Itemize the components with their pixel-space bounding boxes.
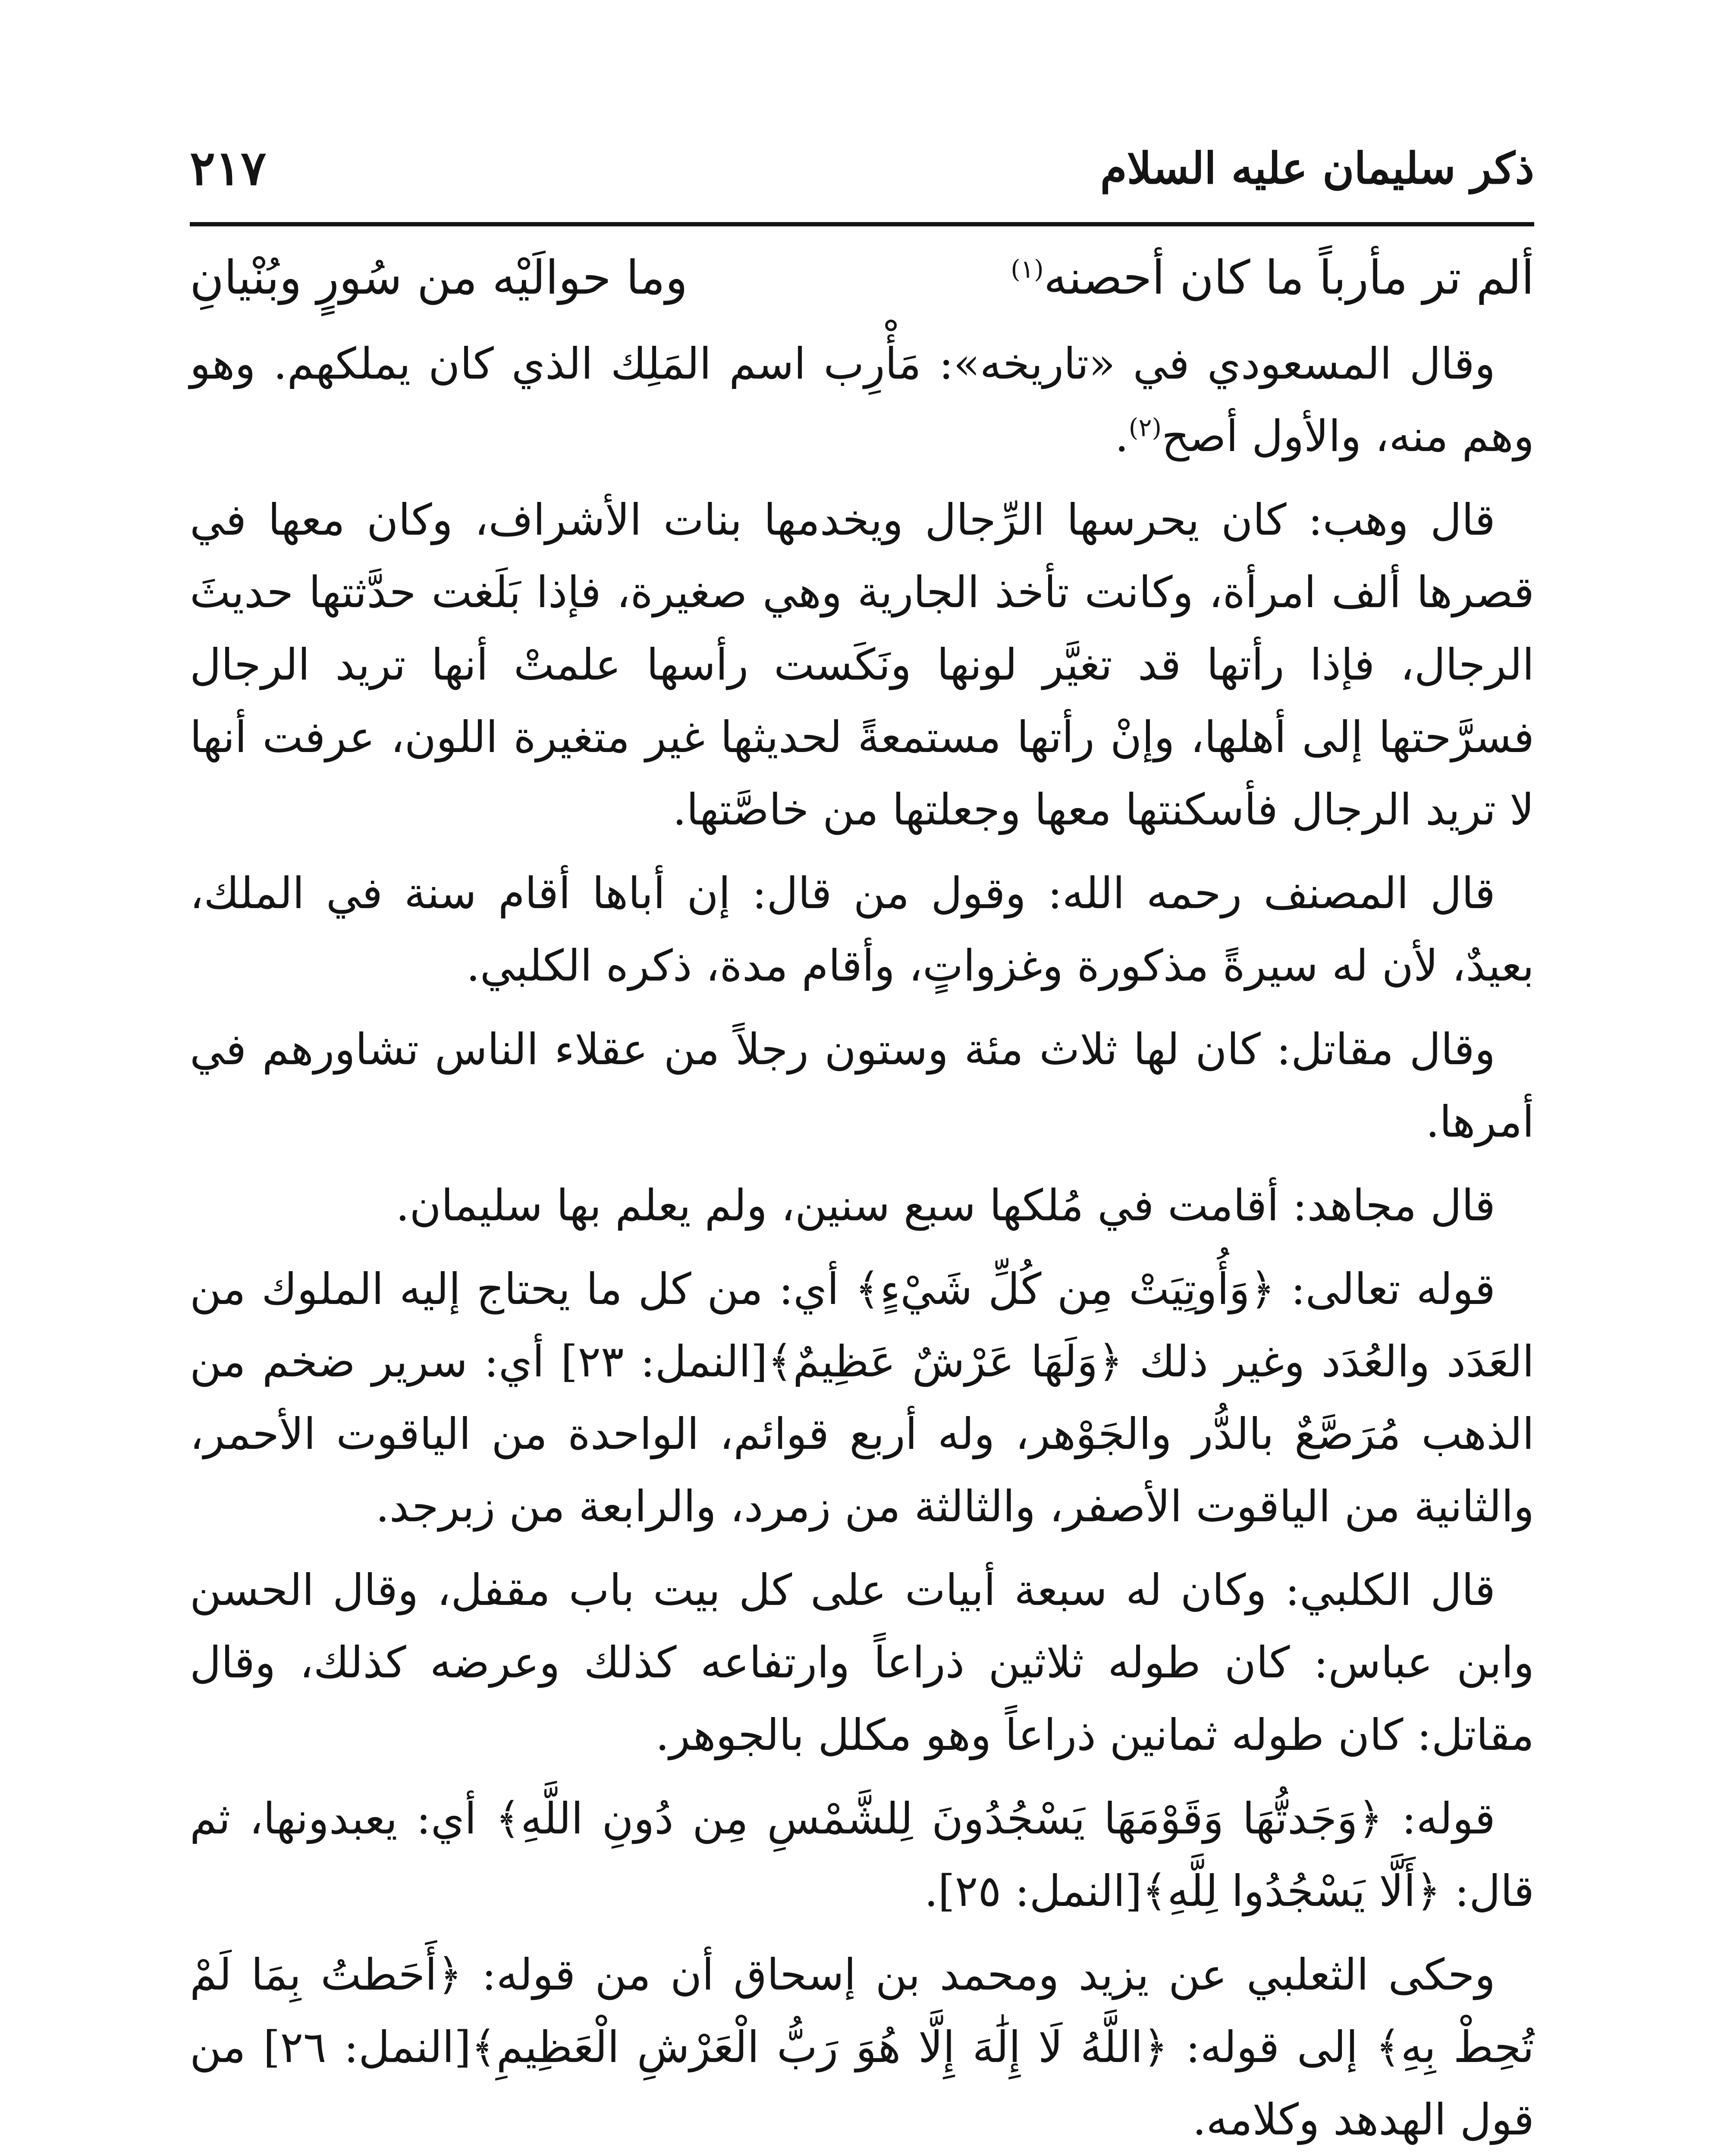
paragraph-text: وقال المسعودي في «تاريخه»: مَأْرِب اسم المَلِك الذي كان يملكهم. وهو وهم منه، والأول أصح (190, 338, 1534, 461)
page-header (190, 129, 1534, 203)
footnote-ref-2[interactable]: (٢) (1128, 413, 1162, 442)
header-divider (190, 222, 1534, 226)
running-title: ذكر سليمان عليه السلام (1100, 143, 1534, 194)
paragraph-tail: . (1115, 411, 1129, 461)
paragraph: قال المصنف رحمه الله: وقول من قال: إن أباها أقام سنة في الملك، بعيدٌ، لأن له سيرةً مذكورة وغزواتٍ، وأقام مدة، ذكره الكلبي. (190, 868, 1534, 991)
verse-second-hemistich: وما حوالَيْه من سُورٍ وبُنْيانِ (190, 251, 688, 305)
footnote-ref-1[interactable]: (١) (1011, 254, 1044, 284)
paragraph: وقال مقاتل: كان لها ثلاث مئة وستون رجلاً من عقلاء الناس تشاورهم في أمرها. (190, 1024, 1534, 1147)
paragraph: قوله: ﴿وَجَدتُّهَا وَقَوْمَهَا يَسْجُدُونَ لِلشَّمْسِ مِن دُونِ اللَّهِ﴾ أي: يعبدونها، ثم قال: ﴿أَلَّا يَسْجُدُوا لِلَّهِ﴾[النمل: ٢٥]. (190, 1793, 1534, 1916)
paragraph: قال الكلبي: وكان له سبعة أبيات على كل بيت باب مقفل، وقال الحسن وابن عباس: كان طوله ثلاثين ذراعاً وارتفاعه كذلك وعرضه كذلك، وقال مقاتل: كان طوله ثمانين ذراعاً وهو مكلل بالجوهر. (190, 1565, 1534, 1760)
paragraph: قوله تعالى: ﴿وَأُوتِيَتْ مِن كُلِّ شَيْءٍ﴾ أي: من كل ما يحتاج إليه الملوك من العَدَد والعُدَد وغير ذلك ﴿وَلَهَا عَرْشٌ عَظِيمٌ﴾[النمل: ٢٣] أي: سرير ضخم من الذهب مُرَصَّعٌ بالدُّر والجَوْهر، وله أربع قوائم، الواحدة من الياقوت الأحمر، والثانية من الياقوت الأصفر، والثالثة من زمرد، والرابعة من زبرجد. (190, 1264, 1534, 1532)
paragraph (190, 328, 1534, 473)
paragraph: وحكى الثعلبي عن يزيد ومحمد بن إسحاق أن من قوله: ﴿أَحَطتُ بِمَا لَمْ تُحِطْ بِهِ﴾ إلى قوله: ﴿اللَّهُ لَا إِلَٰهَ إِلَّا هُوَ رَبُّ الْعَرْشِ الْعَظِيمِ﴾[النمل: ٢٦] من قول الهدهد وكلامه. (190, 1949, 1534, 2145)
paragraph: قال مجاهد: أقامت في مُلكها سبع سنين، ولم يعلم بها سليمان. (396, 1180, 1495, 1231)
page-number: ٢١٧ (190, 140, 267, 196)
main-text (190, 328, 1534, 2156)
poetry-verse (190, 241, 1534, 315)
verse-first-hemistich-text: ألم تر مأرباً ما كان أحصنه (1043, 251, 1534, 305)
paragraph: قال وهب: كان يحرسها الرِّجال ويخدمها بنات الأشراف، وكان معها في قصرها ألف امرأة، وكانت تأخذ الجارية وهي صغيرة، فإذا بَلَغت حدَّثتها حديثَ الرجال، فإذا رأتها قد تغيَّر لونها ونَكَست رأسها علمتْ أنها تريد الرجال فسرَّحتها إلى أهلها، وإنْ رأتها مستمعةً لحديثها غير متغيرة اللون، عرفت أنها لا تريد الرجال فأسكنتها معها وجعلتها من خاصَّتها. (190, 495, 1534, 835)
verse-first-hemistich (1011, 241, 1534, 315)
